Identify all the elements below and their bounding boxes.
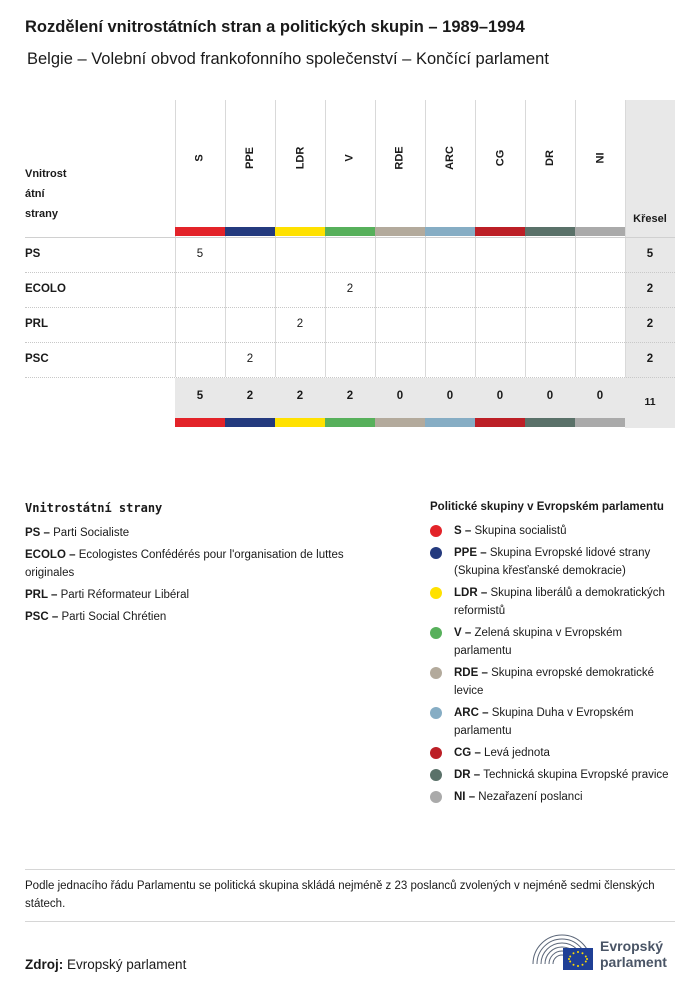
national-parties-legend <box>25 501 385 630</box>
group-full-name: Skupina Duha v Evropském parlamentu <box>454 707 634 737</box>
divider <box>25 921 675 922</box>
footer-color-bar-ldr <box>275 418 325 427</box>
column-divider <box>275 100 276 377</box>
row-divider <box>25 377 675 378</box>
column-divider <box>625 100 626 377</box>
group-code: ARC – <box>454 707 489 719</box>
column-header-ni <box>575 148 625 168</box>
column-divider <box>525 100 526 377</box>
political-group-item <box>430 522 680 540</box>
group-color-dot-icon <box>430 525 442 537</box>
group-color-dot-icon <box>430 627 442 639</box>
row-divider <box>25 237 675 238</box>
page-title: Rozdělení vnitrostátních stran a politických skupin – 1989–1994 <box>25 18 525 36</box>
seat-count-cell: 2 <box>246 353 254 365</box>
header-color-bar-ni <box>575 227 625 236</box>
header-color-bar-v <box>325 227 375 236</box>
political-group-item <box>430 744 680 762</box>
row-divider <box>25 272 675 273</box>
group-total-ni: 0 <box>596 390 604 402</box>
footer-color-bar-dr <box>525 418 575 427</box>
party-full-name: Parti Social Chrétien <box>61 611 167 623</box>
national-party-item <box>25 546 385 582</box>
national-party-item <box>25 586 385 604</box>
footer-color-bar-cg <box>475 418 525 427</box>
group-code: PPE – <box>454 547 487 559</box>
group-total-arc: 0 <box>446 390 454 402</box>
political-group-item <box>430 788 680 806</box>
seats-header: Křesel <box>633 213 667 225</box>
row-header-line: strany <box>25 208 59 220</box>
seat-count-cell: 5 <box>196 248 204 260</box>
row-divider <box>25 307 675 308</box>
party-code: PSC – <box>25 611 59 623</box>
row-header-line: Vnitrost <box>25 168 67 180</box>
group-color-dot-icon <box>430 547 442 559</box>
row-header-line: átní <box>25 188 45 200</box>
column-header-dr <box>525 148 575 168</box>
group-code: CG – <box>454 747 481 759</box>
row-divider <box>25 342 675 343</box>
group-full-name: Levá jednota <box>484 747 550 759</box>
logo-line1: Evropský <box>600 938 664 954</box>
column-header-v <box>325 148 375 168</box>
national-parties-heading: Vnitrostátní strany <box>25 501 163 515</box>
group-total-ldr: 2 <box>296 390 304 402</box>
party-name-prl: PRL <box>25 318 48 330</box>
party-name-ps: PS <box>25 248 41 260</box>
header-color-bar-cg <box>475 227 525 236</box>
footer-color-bar-arc <box>425 418 475 427</box>
political-group-item <box>430 584 680 620</box>
seat-count-cell: 2 <box>346 283 354 295</box>
party-name-psc: PSC <box>25 353 49 365</box>
group-color-dot-icon <box>430 791 442 803</box>
column-divider <box>425 100 426 377</box>
party-full-name: Parti Réformateur Libéral <box>60 589 190 601</box>
party-code: PS – <box>25 527 50 539</box>
party-full-name: Parti Socialiste <box>53 527 130 539</box>
column-divider <box>325 100 326 377</box>
source-label: Zdroj: <box>25 957 64 972</box>
national-party-item <box>25 524 385 542</box>
group-code: DR – <box>454 769 481 781</box>
group-total-rde: 0 <box>396 390 404 402</box>
column-divider <box>475 100 476 377</box>
party-seats-total: 2 <box>646 353 654 365</box>
group-color-dot-icon <box>430 707 442 719</box>
political-group-item <box>430 664 680 700</box>
footer-color-bar-s <box>175 418 225 427</box>
group-color-dot-icon <box>430 769 442 781</box>
national-party-item <box>25 608 385 626</box>
column-header-label: S <box>194 154 206 162</box>
header-color-bar-ldr <box>275 227 325 236</box>
column-header-label: CG <box>494 149 506 167</box>
group-full-name: Zelená skupina v Evropském parlamentu <box>454 627 623 657</box>
group-full-name: Skupina evropské demokratické levice <box>454 667 655 697</box>
source-line <box>25 957 186 972</box>
political-groups-heading: Politické skupiny v Evropském parlamentu <box>430 501 664 513</box>
column-header-label: DR <box>543 150 556 166</box>
footer-color-bar-ni <box>575 418 625 427</box>
logo-line2: parlament <box>600 954 667 970</box>
footer-color-bar-v <box>325 418 375 427</box>
party-name-ecolo: ECOLO <box>25 283 66 295</box>
group-code: S – <box>454 525 472 537</box>
column-header-ldr <box>275 148 325 168</box>
group-code: V – <box>454 627 472 639</box>
group-code: LDR – <box>454 587 488 599</box>
column-header-ppe <box>225 148 275 168</box>
column-header-cg <box>475 148 525 168</box>
group-color-dot-icon <box>430 667 442 679</box>
footer-color-bar-ppe <box>225 418 275 427</box>
column-header-label: V <box>344 154 356 162</box>
group-full-name: Skupina socialistů <box>474 525 567 537</box>
header-color-bar-arc <box>425 227 475 236</box>
seat-count-cell: 2 <box>296 318 304 330</box>
group-total-s: 5 <box>196 390 204 402</box>
column-divider <box>375 100 376 377</box>
footnote: Podle jednacího řádu Parlamentu se politická skupina skládá nejméně z 23 poslanců zvolených v nejméně sedmi členských státech. <box>25 880 655 910</box>
party-full-name: Ecologistes Confédérés pour l'organisation de luttes originales <box>25 549 344 579</box>
page-subtitle: Belgie – Volební obvod frankofonního společenství – Končící parlament <box>27 50 549 68</box>
political-groups-legend <box>430 501 680 810</box>
distribution-table <box>25 100 675 430</box>
logo-text <box>600 938 667 970</box>
political-group-item <box>430 624 680 660</box>
column-header-label: ARC <box>444 146 456 170</box>
group-color-dot-icon <box>430 747 442 759</box>
party-seats-total: 2 <box>646 318 654 330</box>
group-total-v: 2 <box>346 390 354 402</box>
grand-total-seats: 11 <box>644 396 656 408</box>
column-header-s <box>175 148 225 168</box>
column-header-label: RDE <box>393 146 406 170</box>
european-parliament-logo <box>529 930 679 972</box>
footer-color-bar-rde <box>375 418 425 427</box>
group-full-name: Skupina liberálů a demokratických reformistů <box>454 587 665 617</box>
party-seats-total: 5 <box>646 248 654 260</box>
header-color-bar-ppe <box>225 227 275 236</box>
divider <box>25 869 675 870</box>
party-code: PRL – <box>25 589 58 601</box>
group-total-cg: 0 <box>496 390 504 402</box>
group-total-dr: 0 <box>546 390 554 402</box>
source-value: Evropský parlament <box>67 957 187 972</box>
column-divider <box>175 100 176 377</box>
political-group-item <box>430 704 680 740</box>
column-header-label: NI <box>594 152 606 164</box>
header-color-bar-dr <box>525 227 575 236</box>
seats-column-background <box>625 100 675 428</box>
hemicycle-eu-flag-icon <box>529 930 595 972</box>
group-total-ppe: 2 <box>246 390 254 402</box>
group-code: RDE – <box>454 667 488 679</box>
column-header-arc <box>425 148 475 168</box>
row-header <box>25 164 85 224</box>
political-group-item <box>430 544 680 580</box>
group-color-dot-icon <box>430 587 442 599</box>
column-header-rde <box>375 148 425 168</box>
header-color-bar-rde <box>375 227 425 236</box>
column-divider <box>225 100 226 377</box>
group-full-name: Technická skupina Evropské pravice <box>483 769 669 781</box>
group-full-name: Nezařazení poslanci <box>478 791 583 803</box>
party-seats-total: 2 <box>646 283 654 295</box>
column-header-label: PPE <box>243 146 256 170</box>
column-divider <box>575 100 576 377</box>
header-color-bar-s <box>175 227 225 236</box>
party-code: ECOLO – <box>25 549 76 561</box>
column-header-label: LDR <box>293 146 306 170</box>
group-code: NI – <box>454 791 476 803</box>
political-group-item <box>430 766 680 784</box>
group-full-name: Skupina Evropské lidové strany (Skupina křesťanské demokracie) <box>454 547 651 577</box>
